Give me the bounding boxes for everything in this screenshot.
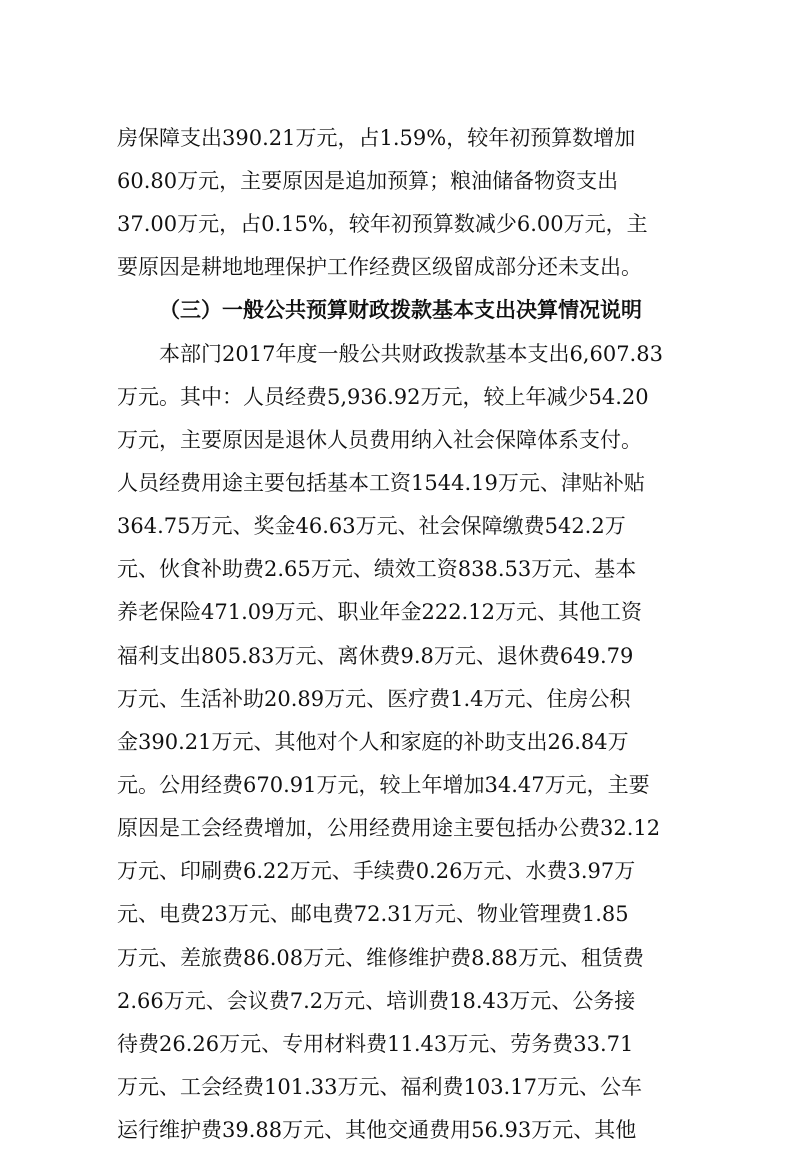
text-line: 元、电费23万元、邮电费72.31万元、物业管理费1.85 — [117, 902, 629, 926]
text-line: 万元、差旅费86.08万元、维修维护费8.88万元、租赁费 — [117, 946, 644, 970]
text-line: 万元。其中：人员经费5,936.92万元，较上年减少54.20 — [117, 385, 649, 409]
text-line: 本部门2017年度一般公共财政拨款基本支出6,607.83 — [159, 342, 663, 366]
text-line: 元。公用经费670.91万元，较上年增加34.47万元，主要 — [117, 773, 650, 797]
text-line: 元、伙食补助费2.65万元、绩效工资838.53万元、基本 — [117, 557, 637, 581]
text-line: 运行维护费39.88万元、其他交通费用56.93万元、其他 — [117, 1118, 637, 1142]
text-line: 364.75万元、奖金46.63万元、社会保障缴费542.2万 — [117, 514, 626, 538]
text-line: 金390.21万元、其他对个人和家庭的补助支出26.84万 — [117, 730, 629, 754]
text-line: 万元、生活补助20.89万元、医疗费1.4万元、住房公积 — [117, 687, 631, 711]
text-line: 万元、印刷费6.22万元、手续费0.26万元、水费3.97万 — [117, 859, 636, 883]
section-heading: （三）一般公共预算财政拨款基本支出决算情况说明 — [159, 298, 642, 322]
text-line: 原因是工会经费增加，公用经费用途主要包括办公费32.12 — [117, 816, 661, 840]
text-line: 2.66万元、会议费7.2万元、培训费18.43万元、公务接 — [117, 989, 636, 1013]
text-line: 房保障支出390.21万元，占1.59%，较年初预算数增加 — [117, 126, 636, 150]
text-line: 福利支出805.83万元、离休费9.8万元、退休费649.79 — [117, 644, 634, 668]
text-line: 人员经费用途主要包括基本工资1544.19万元、津贴补贴 — [117, 471, 645, 495]
text-line: 60.80万元，主要原因是追加预算；粮油储备物资支出 — [117, 169, 619, 193]
text-line: 养老保险471.09万元、职业年金222.12万元、其他工资 — [117, 600, 642, 624]
text-line: 待费26.26万元、专用材料费11.43万元、劳务费33.71 — [117, 1032, 634, 1056]
text-line: 万元，主要原因是退休人员费用纳入社会保障体系支付。 — [117, 428, 642, 452]
text-line: 万元、工会经费101.33万元、福利费103.17万元、公车 — [117, 1075, 642, 1099]
text-line: 37.00万元，占0.15%，较年初预算数减少6.00万元，主 — [117, 212, 648, 236]
text-line: 要原因是耕地地理保护工作经费区级留成部分还未支出。 — [117, 255, 642, 279]
